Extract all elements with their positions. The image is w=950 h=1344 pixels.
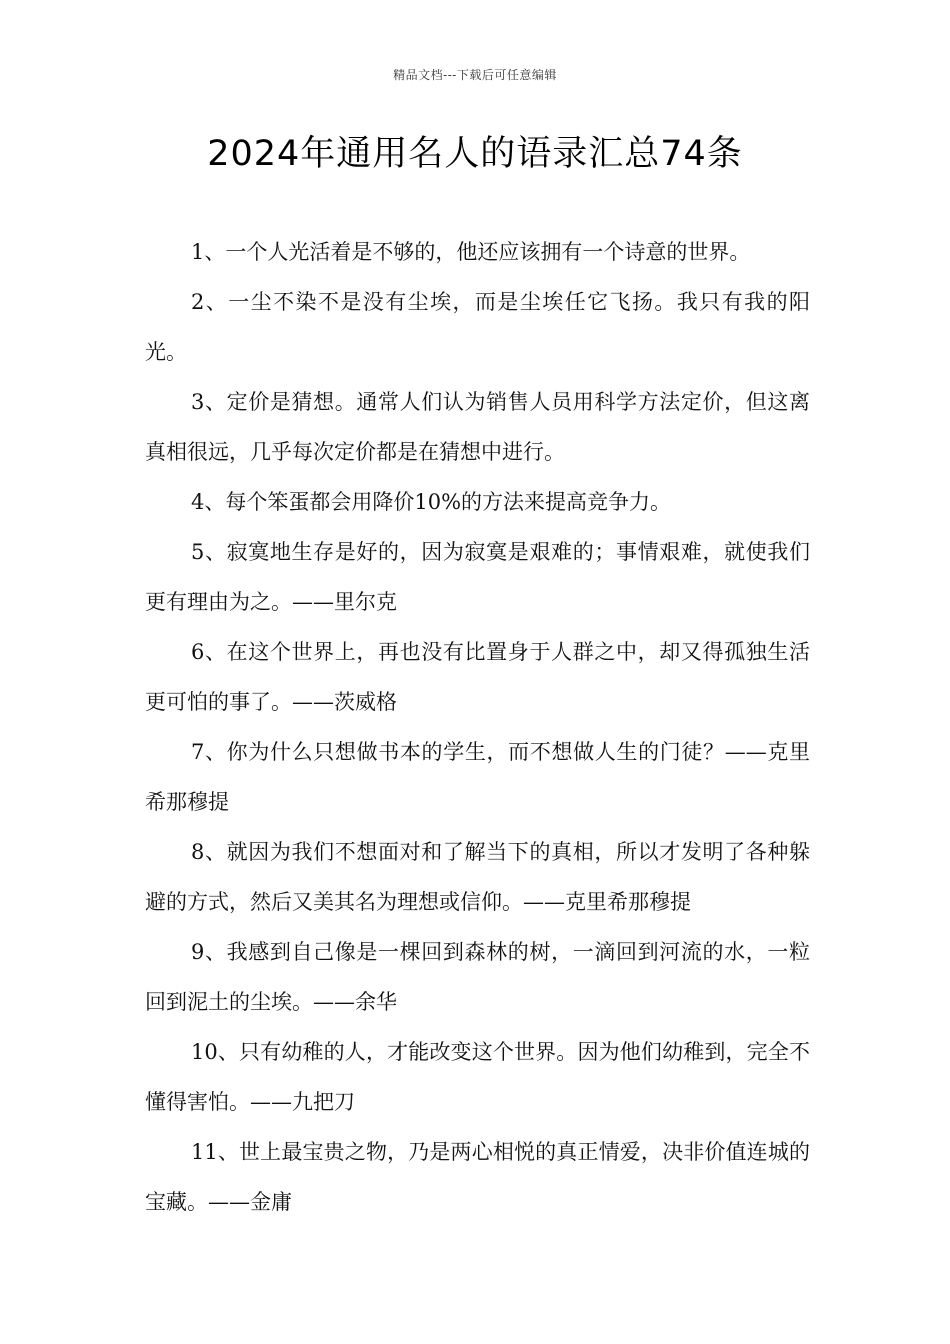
- quote-paragraph-11: 11、世上最宝贵之物，乃是两心相悦的真正情爱，决非价值连城的宝藏。——金庸: [145, 1140, 810, 1214]
- quote-paragraph-3: 3、定价是猜想。通常人们认为销售人员用科学方法定价，但这离真相很远，几乎每次定价都是在猜想中进行。: [145, 390, 810, 464]
- quote-paragraph-2: 2、一尘不染不是没有尘埃，而是尘埃任它飞扬。我只有我的阳光。: [145, 290, 810, 364]
- quote-paragraph-4: 4、每个笨蛋都会用降价10%的方法来提高竞争力。: [191, 490, 672, 514]
- quote-paragraph-7: 7、你为什么只想做书本的学生，而不想做人生的门徒？——克里希那穆提: [145, 740, 810, 814]
- quote-paragraph-10: 10、只有幼稚的人，才能改变这个世界。因为他们幼稚到，完全不懂得害怕。——九把刀: [145, 1040, 810, 1114]
- quote-paragraph-6: 6、在这个世界上，再也没有比置身于人群之中，却又得孤独生活更可怕的事了。——茨威格: [145, 640, 810, 714]
- quote-paragraph-8: 8、就因为我们不想面对和了解当下的真相，所以才发明了各种躲避的方式，然后又美其名为理想或信仰。——克里希那穆提: [145, 840, 810, 914]
- header-note: 精品文档---下载后可任意编辑: [393, 68, 557, 82]
- quote-paragraph-9: 9、我感到自己像是一棵回到森林的树，一滴回到河流的水，一粒回到泥土的尘埃。——余华: [145, 940, 810, 1014]
- quote-list: [145, 227, 810, 1227]
- quote-paragraph-1: 1、一个人光活着是不够的，他还应该拥有一个诗意的世界。: [191, 240, 751, 264]
- document-title: 2024年通用名人的语录汇总74条: [207, 134, 743, 174]
- quote-paragraph-5: 5、寂寞地生存是好的，因为寂寞是艰难的；事情艰难，就使我们更有理由为之。——里尔克: [145, 540, 810, 614]
